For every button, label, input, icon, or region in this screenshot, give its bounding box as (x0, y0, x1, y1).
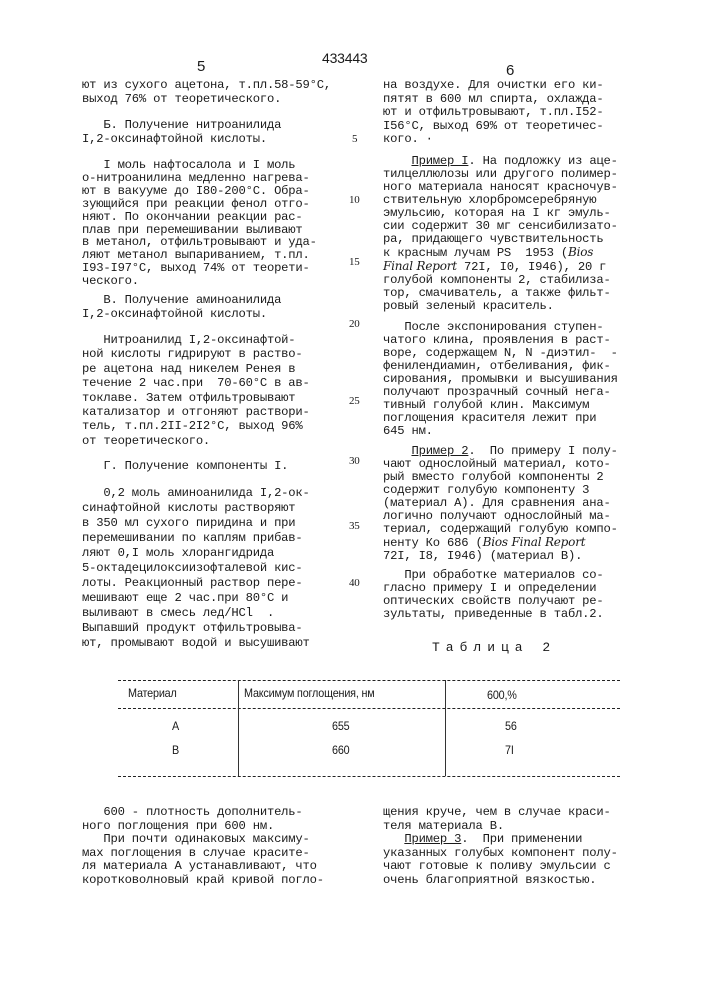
table-cell: 56 (505, 719, 517, 733)
table-divider (238, 680, 239, 776)
heading-b: Б. Получение нитроанилида I,2-оксинафтойной кислоты. (82, 119, 281, 146)
page-number-right: 6 (506, 62, 514, 79)
example-1-text-cont: 72I, I0, I946), 20 г голубой компоненты 2, стабилиза- тор, смачиватель, а также фильт- ровый зеленый краситель. (383, 260, 611, 313)
line-number: 30 (349, 455, 360, 467)
right-paragraph-1: на воздухе. Для очистки его ки- пятят в 600 мл спирта, охлажда- ют и отфильтровывают, т.пл.I52- I56°С, выход 69% от теоретичес- кого. · (383, 79, 604, 147)
bottom-right-paragraph (383, 806, 618, 888)
example-2-text: . По примеру I полу- чают однослойный материал, кото- рый вместо голубой компоненты 2 содержит голубую компоненту 3 (материал А). Для сравнения ана- логично получают однослойный ма- териал, содержащий голубую компо- ненту Ко 686 ( (383, 444, 618, 550)
left-paragraph-3: Нитроанилид I,2-оксинафтой- ной кислоты гидрируют в раство- ре ацетона над никелем Ренея в течение 2 час.при 70-60°С в ав- токлаве. Затем отфильтровывают катализатор и отгоняют раствори- тель, т.пл.2II-2I2°С, выход 96% от теоретического. (82, 333, 310, 448)
table-header: Максимум поглощения, нм (244, 686, 375, 700)
line-number: 10 (349, 194, 360, 206)
line-number: 25 (349, 395, 360, 407)
handwritten-reference: Bios Final Report (383, 245, 593, 273)
table-cell: В (172, 743, 179, 757)
table-title: Таблица 2 (432, 640, 556, 655)
table-header: 600,% (487, 688, 517, 702)
heading-v: В. Получение аминоанилида I,2-оксинафтойной кислоты. (82, 294, 281, 321)
bottom-right-text: щения круче, чем в случае краси- теля материала В. (383, 805, 611, 846)
example-1-text: . На подложку из аце- тилцеллюлозы или другого полимер- ного материала наносят красночув- ствительную хлорбромсеребряную эмульсию, которая на I кг эмуль- сии содержит 30 мг сенсибилизато- ра, придающего чувствительность к красным лучам PS 1953 ( (383, 154, 618, 260)
example-1 (383, 155, 618, 313)
handwritten-reference: Bios Final Report (483, 535, 586, 549)
line-number: 15 (349, 256, 360, 268)
example-2-label: Пример 2 (411, 444, 468, 458)
example-1-label: Пример I (411, 154, 468, 168)
table-header: Материал (128, 686, 177, 700)
page-number-left: 5 (197, 58, 205, 75)
left-paragraph-1: ют из сухого ацетона, т.пл.58-59°С, выход 76% от теоретического. (82, 79, 331, 106)
table-divider (445, 680, 446, 776)
example-2 (383, 445, 618, 563)
table-rule-top (118, 680, 620, 681)
right-paragraph-2: После экспонирования ступен- чатого клина, проявления в раст- воре, содержащем N, N -диэтил- - фенилендиамин, отбеливания, фик- сирования, промывки и высушивания получают прозрачный сочный нега- тивный голубой клин. Максимум поглощения красителя лежит при 645 нм. (383, 321, 618, 438)
example-3-text: . При применении указанных голубых компонент полу- чают готовые к поливу эмульсии с очень благоприятной вязкостью. (383, 832, 618, 887)
line-number: 20 (349, 318, 360, 330)
example-3-label: Пример 3 (404, 832, 461, 846)
table-rule-bottom (118, 776, 620, 777)
patent-page (0, 0, 707, 1000)
heading-g: Г. Получение компоненты I. (82, 460, 288, 474)
table-rule-header (118, 708, 620, 709)
bottom-left-paragraph: 600 - плотность дополнитель- ного поглощения при 600 нм. При почти одинаковых максиму- мах поглощения в случае красите- ля материала А устанавливают, что коротковолновый край кривой погло- (82, 806, 324, 888)
example-2-text-cont: 72I, I8, I946) (материал В). (383, 549, 582, 563)
line-number: 5 (352, 133, 357, 145)
table-cell: А (172, 719, 179, 733)
left-paragraph-2: I моль нафтосалола и I моль о-нитроанилина медленно нагрева- ют в вакууме до I80-200°С. Обра- зующийся при реакции фенол отго- няют. По окончании реакции рас- плав при перемешивании выливают в метанол, отфильтровывают и уда- ляют метанол выпариванием, т.пл. I93-I97°С, выход 74% от теорети- ческого. (82, 159, 317, 288)
line-number: 35 (349, 520, 360, 532)
table-cell: 660 (332, 743, 349, 757)
table-cell: 7I (505, 743, 514, 757)
patent-number: 433443 (322, 50, 368, 66)
line-number: 40 (349, 577, 360, 589)
left-paragraph-4: 0,2 моль аминоанилида I,2-ок- синафтойной кислоты растворяют в 350 мл сухого пиридина и при перемешивании по каплям прибав- ляют 0,I моль хлорангидрида 5-октадецилоксиизофталевой кис- лоты. Реакционный раствор пере- мешивают еще 2 час.при 80°С и выливают в смесь лед/HCl . Выпавший продукт отфильтровыва- ют, промывают водой и высушивают (82, 486, 310, 651)
right-paragraph-3: При обработке материалов со- гласно примеру I и определении оптических свойств получают ре- зультаты, приведенные в табл.2. (383, 569, 604, 621)
table-cell: 655 (332, 719, 349, 733)
